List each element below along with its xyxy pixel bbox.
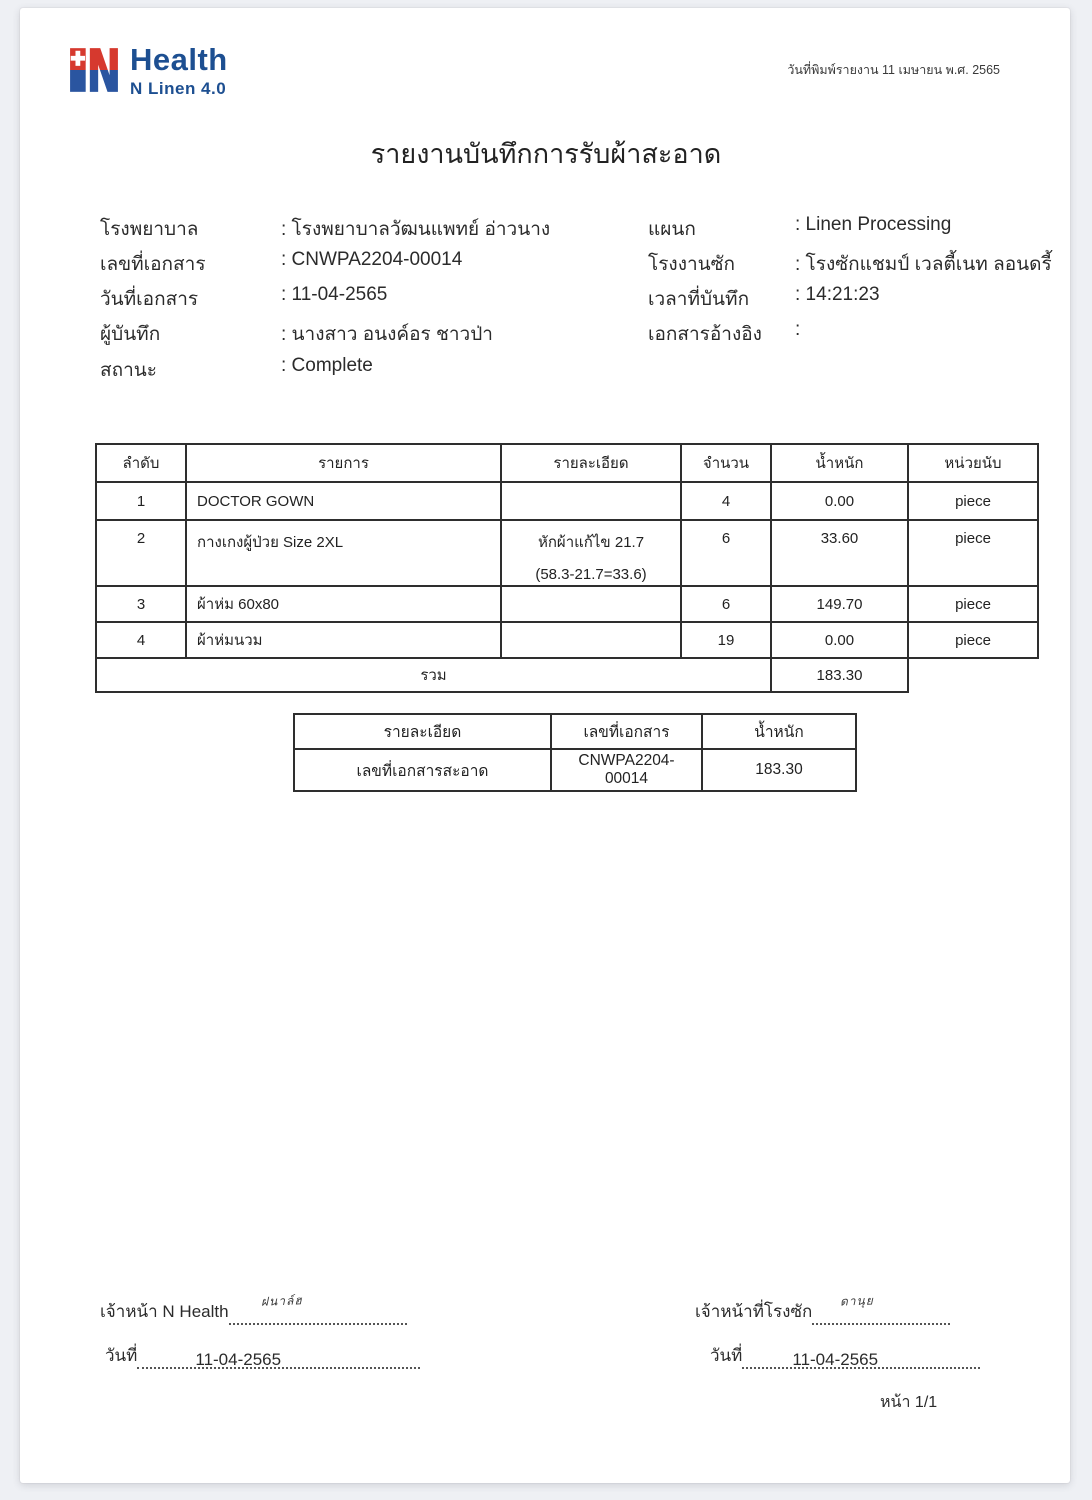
col-header-weight: น้ำหนัก: [771, 444, 908, 482]
laundry-sign-date: 11-04-2565: [792, 1350, 879, 1369]
signature-line: [229, 1293, 407, 1325]
date-block-nhealth: [105, 1342, 420, 1369]
status-label: สถานะ: [100, 360, 157, 381]
cell-detail: [501, 520, 681, 586]
date-line: [742, 1349, 980, 1369]
cell-weight: 149.70: [771, 586, 908, 622]
cell-qty: 4: [681, 482, 771, 520]
cell-weight: 33.60: [771, 520, 908, 586]
hospital-value: : โรงพยาบาลวัฒนแพทย์ อ่าวนาง: [281, 219, 551, 240]
cell-item: กางเกงผู้ป่วย Size 2XL: [186, 520, 501, 586]
logo-text: [130, 44, 228, 99]
signature-block-laundry: [695, 1293, 950, 1325]
items-table: [95, 443, 1039, 693]
cell-detail: [501, 482, 681, 520]
cell-item: DOCTOR GOWN: [186, 482, 501, 520]
table-row: [96, 482, 1038, 520]
table-total-row: [96, 658, 1038, 692]
cell-qty: 6: [681, 586, 771, 622]
doc-date-value: : 11-04-2565: [281, 284, 388, 305]
hospital-label: โรงพยาบาล: [100, 219, 199, 240]
doc-date-label: วันที่เอกสาร: [100, 289, 199, 310]
cell-item: ผ้าห่ม 60x80: [186, 586, 501, 622]
ref-doc-value: :: [795, 319, 801, 340]
print-date-text: วันที่พิมพ์รายงาน 11 เมษายน พ.ศ. 2565: [787, 63, 1000, 77]
table-row: [96, 520, 1038, 586]
summary-weight: 183.30: [702, 749, 856, 791]
report-title: รายงานบันทึกการรับผ้าสะอาด: [370, 139, 722, 169]
cell-detail: [501, 622, 681, 658]
logo-subbrand-text: N Linen 4.0: [130, 78, 227, 98]
cell-detail: [501, 586, 681, 622]
cell-qty: 19: [681, 622, 771, 658]
total-label: รวม: [96, 658, 771, 692]
record-time-value: : 14:21:23: [795, 284, 880, 305]
nhealth-officer-label: เจ้าหน้า N Health: [100, 1302, 229, 1321]
nhealth-signature: ฝนาล์ฮ: [260, 1293, 303, 1309]
date-label: วันที่: [710, 1346, 743, 1365]
total-weight: 183.30: [771, 658, 908, 692]
cell-unit: piece: [908, 622, 1038, 658]
detail-line-2: (58.3-21.7=33.6): [535, 566, 647, 583]
nhealth-logo-icon: [70, 44, 118, 101]
cell-no: 2: [96, 520, 186, 586]
record-time-label: เวลาที่บันทึก: [648, 289, 750, 310]
laundry-value: : โรงซักแชมป์ เวลตี้เนท ลอนดรี้: [795, 254, 1052, 275]
table-row: [96, 622, 1038, 658]
recorder-value: : นางสาว อนงค์อร ชาวป่า: [281, 324, 493, 345]
cell-no: 4: [96, 622, 186, 658]
cell-no: 3: [96, 586, 186, 622]
table-row: [96, 586, 1038, 622]
summary-col-weight: น้ำหนัก: [702, 714, 856, 749]
cell-unit: piece: [908, 586, 1038, 622]
col-header-detail: รายละเอียด: [501, 444, 681, 482]
col-header-qty: จำนวน: [681, 444, 771, 482]
summary-data-row: [294, 749, 856, 791]
cell-qty: 6: [681, 520, 771, 586]
department-value: : Linen Processing: [795, 214, 952, 235]
laundry-signature: ดานุย: [840, 1293, 875, 1309]
cell-weight: 0.00: [771, 482, 908, 520]
empty-cell: [908, 658, 1038, 692]
signature-line: [812, 1293, 950, 1325]
recorder-label: ผู้บันทึก: [100, 324, 161, 345]
date-line: [137, 1349, 420, 1369]
doc-no-value: : CNWPA2204-00014: [281, 249, 463, 270]
cell-weight: 0.00: [771, 622, 908, 658]
col-header-item: รายการ: [186, 444, 501, 482]
cell-item: ผ้าห่มนวม: [186, 622, 501, 658]
doc-no-label: เลขที่เอกสาร: [100, 254, 206, 275]
date-label: วันที่: [105, 1346, 138, 1365]
summary-table: [293, 713, 857, 792]
col-header-no: ลำดับ: [96, 444, 186, 482]
nhealth-sign-date: 11-04-2565: [195, 1350, 282, 1369]
detail-line-1: หักผ้าแก้ไข 21.7: [537, 534, 645, 551]
summary-col-doc-no: เลขที่เอกสาร: [551, 714, 702, 749]
date-block-laundry: [710, 1342, 980, 1369]
department-label: แผนก: [648, 219, 696, 240]
cell-unit: piece: [908, 482, 1038, 520]
summary-col-detail: รายละเอียด: [294, 714, 551, 749]
laundry-officer-label: เจ้าหน้าที่โรงซัก: [695, 1302, 813, 1321]
items-table-header-row: [96, 444, 1038, 482]
cell-no: 1: [96, 482, 186, 520]
summary-detail: เลขที่เอกสารสะอาด: [294, 749, 551, 791]
page-number: หน้า 1/1: [880, 1394, 938, 1411]
summary-doc-no: CNWPA2204-00014: [551, 749, 702, 791]
col-header-unit: หน่วยนับ: [908, 444, 1038, 482]
signature-block-nhealth: [100, 1293, 407, 1325]
cell-unit: piece: [908, 520, 1038, 586]
logo-brand-text: Health: [130, 42, 228, 77]
header-logo: [70, 44, 228, 101]
laundry-label: โรงงานซัก: [648, 254, 736, 275]
summary-header-row: [294, 714, 856, 749]
ref-doc-label: เอกสารอ้างอิง: [648, 324, 762, 345]
status-value: : Complete: [281, 355, 373, 376]
